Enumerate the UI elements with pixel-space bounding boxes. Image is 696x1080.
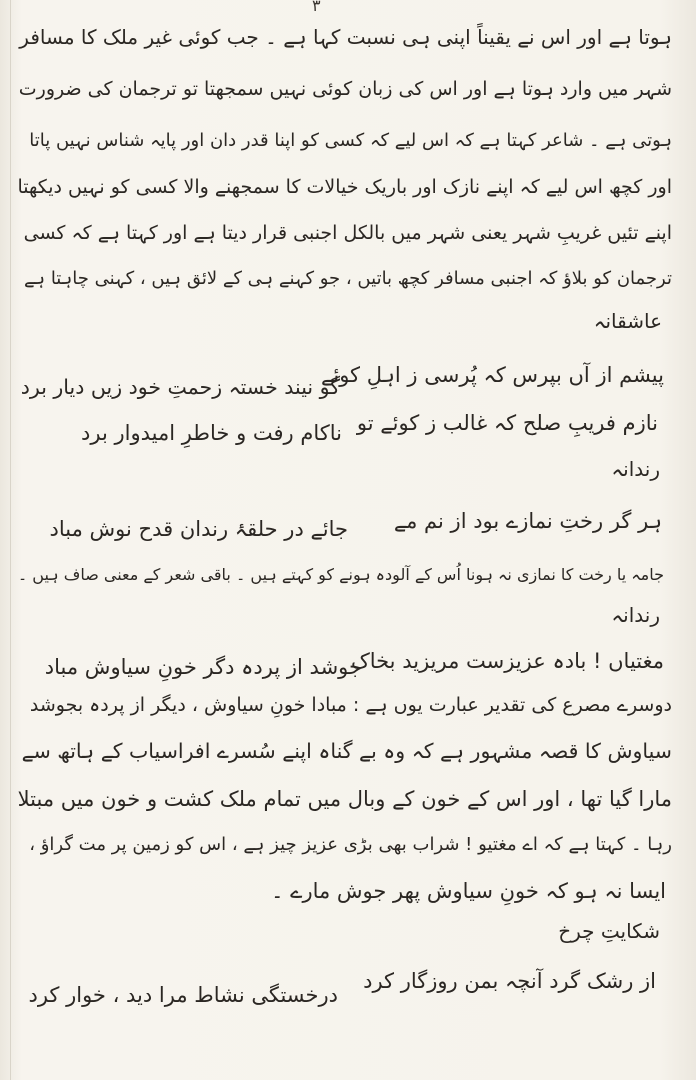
prose-line: سیاوش کا قصہ مشہور ہے کہ وہ بے گناہ اپنے سُسرے افراسیاب کے ہاتھ سے — [21, 739, 672, 763]
verse-hemistich-right: از رشک گرد آنچہ بمن روزگار کرد — [363, 969, 656, 993]
section-heading: رندانہ — [611, 457, 660, 481]
verse-hemistich-left: ناکام رفت و خاطرِ امیدوار برد — [81, 421, 342, 445]
verse-hemistich-left: درخستگی نشاط مرا دید ، خوار کرد — [28, 983, 338, 1007]
prose-line: شہر میں وارد ہوتا ہے اور اس کی زبان کوئی نہیں سمجھتا تو ترجمان کی ضرورت — [18, 78, 672, 100]
verse-hemistich-right: ہر گر رختِ نمازے بود از نم مے — [393, 509, 662, 533]
prose-line: ہوتی ہے ۔ شاعر کہتا ہے کہ اس لیے کہ کسی کو اپنا قدر دان اور پایہ شناس نہیں پاتا — [29, 130, 672, 151]
prose-line: ترجمان کو بلاؤ کہ اجنبی مسافر کچھ باتیں ، جو کہنے ہی کے لائق ہیں ، کہنی چاہتا ہے — [24, 268, 672, 289]
section-heading: شکایتِ چرخ — [558, 919, 660, 943]
section-heading: رندانہ — [611, 603, 660, 627]
binding-edge — [10, 0, 11, 1080]
page-number-mark: ٣ — [312, 0, 321, 15]
prose-line: اپنے تئیں غریبِ شہر یعنی شہر میں بالکل اجنبی قرار دیتا ہے اور کہتا ہے کہ کسی — [23, 222, 672, 244]
prose-line: رہا ۔ کہتا ہے کہ اے مغتیو ! شراب بھی بڑی عزیز چیز ہے ، اس کو زمین پر مت گراؤ ، — [29, 834, 672, 855]
prose-line: دوسرے مصرع کی تقدیر عبارت یوں ہے : مبادا خونِ سیاوش ، دیگر از پردہ بجوشد — [29, 694, 672, 716]
prose-line: ہوتا ہے اور اس نے یقیناً اپنی ہی نسبت کہا ہے ۔ جب کوئی غیر ملک کا مسافر — [19, 25, 672, 49]
section-heading: عاشقانہ — [593, 309, 662, 333]
verse-hemistich-right: نازم فریبِ صلح کہ غالب ز کوئے تو — [356, 411, 658, 435]
prose-line: اور کچھ اس لیے کہ اپنے نازک اور باریک خیالات کا سمجھنے والا کسی کو نہیں دیکھتا — [17, 176, 672, 198]
explanation-line: جامہ یا رخت کا نمازی نہ ہونا اُس کے آلودہ ہونے کو کہتے ہیں ۔ باقی شعر کے معنی صاف ہیں ۔ — [17, 565, 664, 584]
verse-hemistich-left: گو نیند خستہ زحمتِ خود زیں دیار برد — [20, 375, 340, 399]
prose-line: مارا گیا تھا ، اور اس کے خون کے وبال میں تمام ملک کشت و خون میں مبتلا — [17, 787, 672, 811]
verse-hemistich-right: مغتیاں ! بادہ عزیزست مریزید بخاک — [350, 649, 664, 673]
verse-hemistich-left: جائے در حلقۂ رندان قدح نوش مباد — [49, 517, 348, 541]
verse-hemistich-right: پیشم از آں بپرس کہ پُرسی ز اہلِ کوئے — [321, 363, 664, 387]
prose-line: ایسا نہ ہو کہ خونِ سیاوش پھر جوش مارے ۔ — [271, 879, 666, 903]
verse-hemistich-left: جوشد از پردہ دگر خونِ سیاوش مباد — [44, 655, 362, 679]
